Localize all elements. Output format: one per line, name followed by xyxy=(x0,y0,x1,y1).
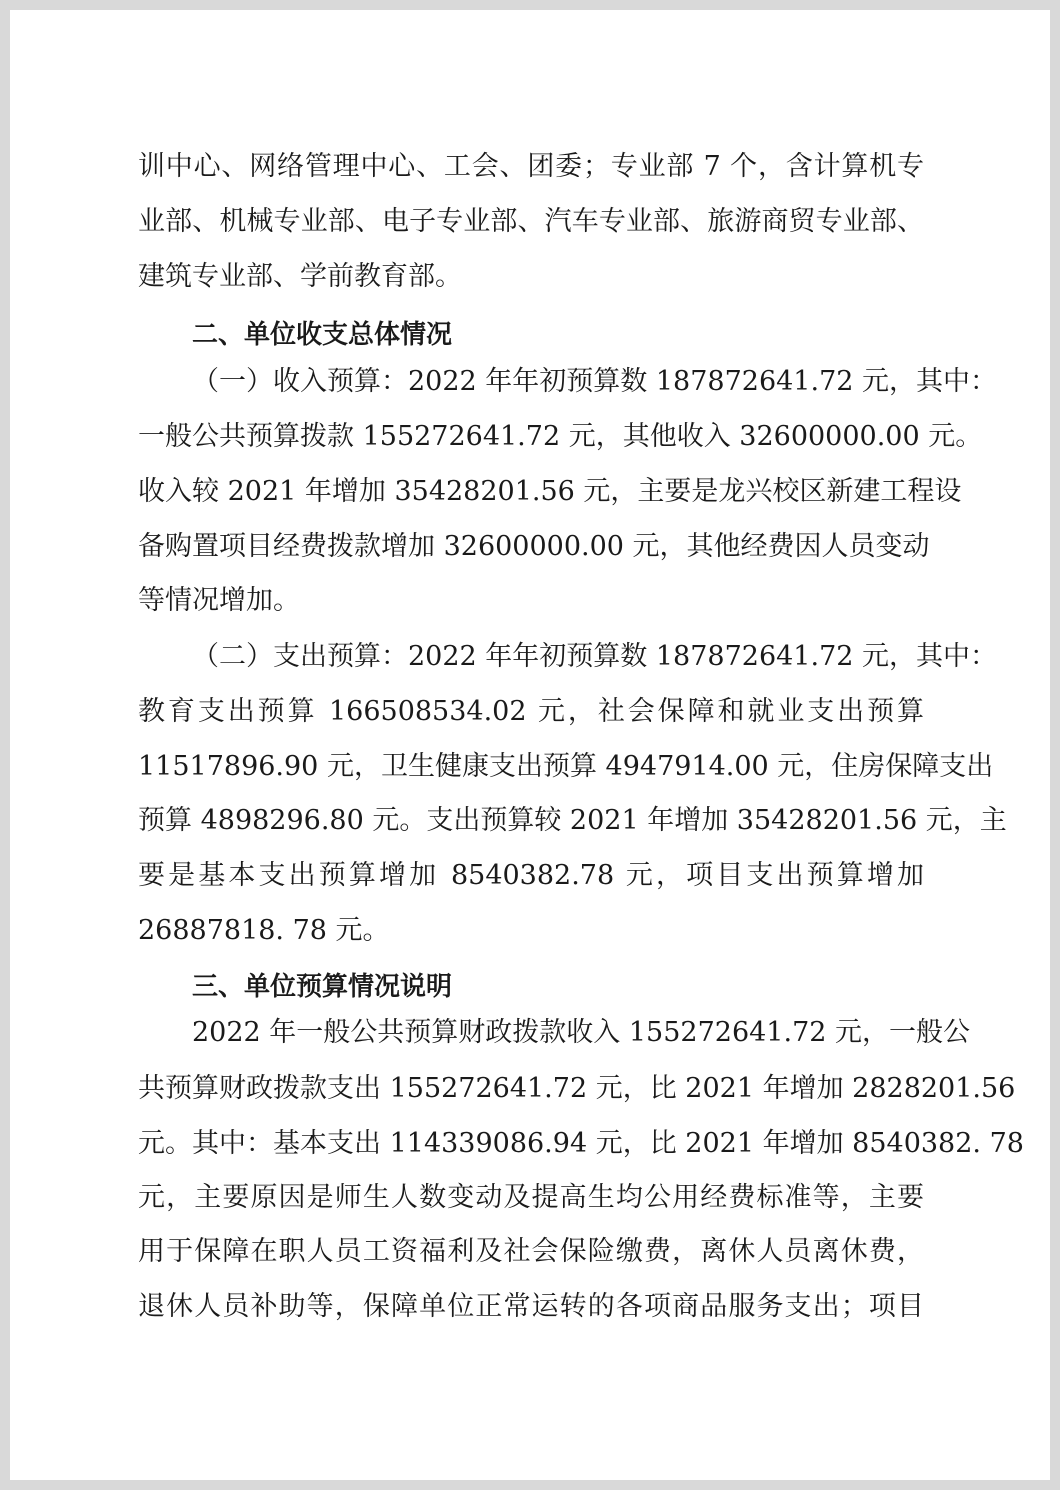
text-line: 要是基本支出预算增加 8540382.78 元，项目支出预算增加 xyxy=(138,860,924,891)
section-heading: 三、单位预算情况说明 xyxy=(192,972,453,1002)
text-line: 元。其中：基本支出 114339086.94 元，比 2021 年增加 8540382. 78 xyxy=(138,1128,1024,1159)
text-line: 建筑专业部、学前教育部。 xyxy=(138,261,462,292)
text-line: 11517896.90 元，卫生健康支出预算 4947914.00 元，住房保障支出 xyxy=(138,751,994,782)
text-line: 26887818. 78 元。 xyxy=(138,915,390,946)
text-line: 训中心、网络管理中心、工会、团委；专业部 7 个，含计算机专 xyxy=(138,151,924,182)
section-heading: 二、单位收支总体情况 xyxy=(192,320,453,350)
text-line: 收入较 2021 年增加 35428201.56 元，主要是龙兴校区新建工程设 xyxy=(138,476,962,507)
text-line: 预算 4898296.80 元。支出预算较 2021 年增加 35428201.56 元，主 xyxy=(138,805,1007,836)
text-line: （一）收入预算：2022 年年初预算数 187872641.72 元，其中： xyxy=(192,366,998,397)
text-line: 用于保障在职人员工资福利及社会保险缴费，离休人员离休费， xyxy=(138,1236,924,1267)
text-line: 备购置项目经费拨款增加 32600000.00 元，其他经费因人员变动 xyxy=(138,531,930,562)
text-line: 业部、机械专业部、电子专业部、汽车专业部、旅游商贸专业部、 xyxy=(138,206,924,237)
text-line: 一般公共预算拨款 155272641.72 元，其他收入 32600000.00 元。 xyxy=(138,421,983,452)
text-line: 退休人员补助等，保障单位正常运转的各项商品服务支出；项目 xyxy=(138,1291,924,1322)
text-line: 2022 年一般公共预算财政拨款收入 155272641.72 元，一般公 xyxy=(192,1017,971,1048)
text-line: 教育支出预算 166508534.02 元，社会保障和就业支出预算 xyxy=(138,696,924,727)
text-line: 等情况增加。 xyxy=(138,585,300,616)
text-line: （二）支出预算：2022 年年初预算数 187872641.72 元，其中： xyxy=(192,641,998,672)
document-page xyxy=(10,10,1050,1480)
text-line: 共预算财政拨款支出 155272641.72 元，比 2021 年增加 2828201.56 xyxy=(138,1073,1016,1104)
text-line: 元，主要原因是师生人数变动及提高生均公用经费标准等，主要 xyxy=(138,1182,924,1213)
